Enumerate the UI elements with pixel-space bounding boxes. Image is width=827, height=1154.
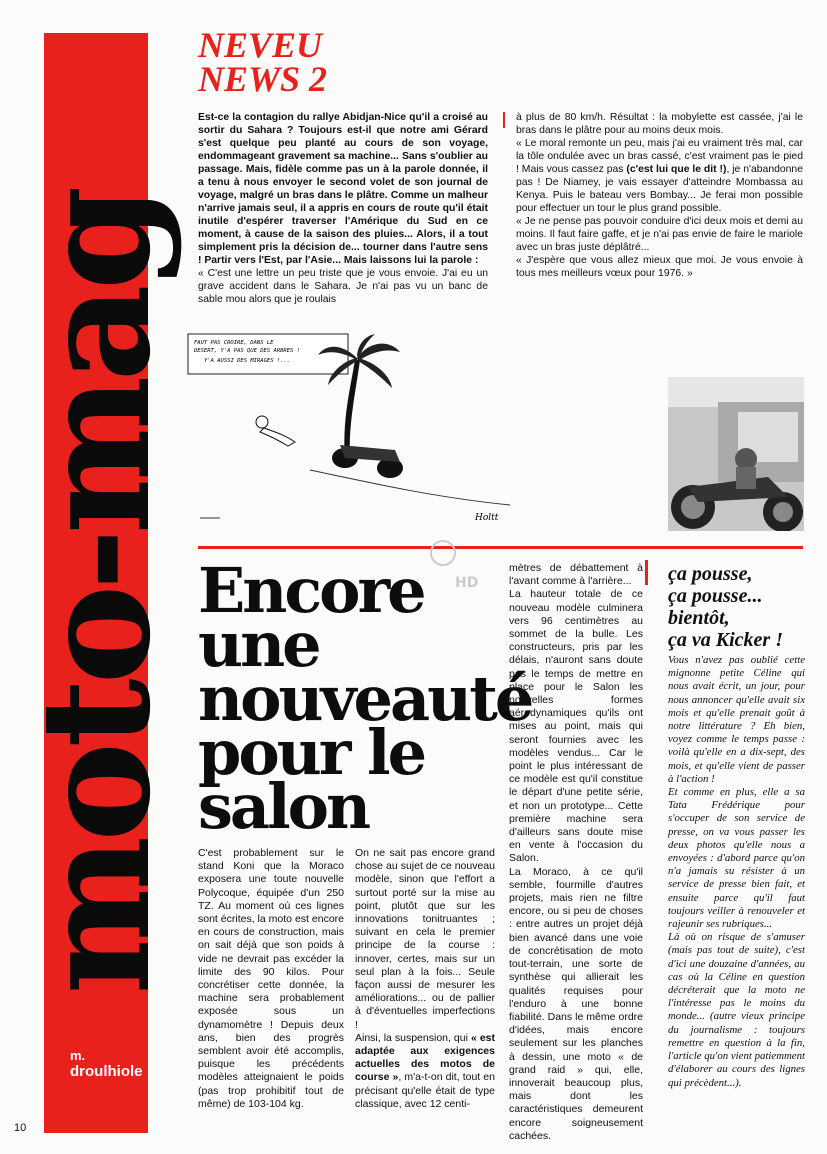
article-paragraph: Vous n'avez pas oublié cette mignonne petite Céline qui nous avait écrit, un jour, pour nous annoncer qu'elle avait six mois et qu'elle prenait goût à notre littérature ? Eh bien, voyez comme le temps passe : voilà qu'elle en a dix-sept, des mois, et qu'elle vient de passer à l'action !	[668, 654, 805, 785]
headline-line: ça pousse...	[668, 585, 763, 607]
headline-line: bientôt,	[668, 607, 730, 629]
article-paragraph: On ne sait pas encore grand chose au sujet de ce nouveau modèle, sinon que l'effort a surtout porté sur la mise au point, plutôt que sur les innovations tonitruantes ; suivant en cela le premier principe de la course : innover, certes, mais sur un seul plan à la fois... Seule façon aussi de mesurer les améliorations... ou de pallier à d'éventuelles imperfections !	[355, 847, 495, 1031]
title-line: NEVEU	[198, 25, 323, 65]
letter-paragraph: à plus de 80 km/h. Résultat : la mobylette est cassée, j'ai le bras dans le plâtre pour au moins deux mois.	[516, 112, 803, 136]
svg-text:HD: HD	[455, 575, 479, 591]
headline-line: Encore	[198, 554, 424, 627]
celine-motorcycle-photo	[668, 377, 804, 531]
cartoon-bubble-line: FAUT PAS CROIRE, DANS LE	[194, 340, 274, 346]
headline-line: une	[198, 608, 319, 681]
headline-line: ça pousse,	[668, 563, 753, 585]
letter-paragraph: « J'espère que vous allez mieux que moi. Je vous envoie à tous mes meilleurs vœux pour 1976. »	[516, 255, 803, 279]
encore-column-3	[509, 562, 643, 1143]
cartoon-signature: Holtt	[475, 513, 499, 523]
cartoon-bubble-line: DESERT, Y'A PAS QUE DES ARBRES !	[194, 348, 300, 354]
headline-line: nouveauté	[198, 662, 532, 735]
headline-line: salon	[198, 770, 369, 843]
neveu-news-title	[198, 25, 498, 99]
article-paragraph: Ainsi, la suspension, qui « est adaptée aux exigences actuelles des motos de course », m'a-t-on dit, tout en précisant qu'elle était de type classique, avec 12 centi-	[355, 1031, 495, 1110]
section-divider	[198, 546, 803, 549]
desert-cartoon-illustration	[180, 330, 545, 545]
neveu-intro-column	[198, 111, 488, 306]
letter-start: « C'est une lettre un peu triste que je vous envoie. J'ai eu un grave accident dans le Sahara. Je n'ai pas vu un banc de sable mou alors que je roulais	[198, 268, 488, 305]
article-paragraph: La hauteur totale de ce nouveau modèle culminera vers 96 centimètres au sommet de la bulle. Les constructeurs, pris par les délais, n'auront sans doute pas le temps de mettre en place pour le Salon les nouvelles formes aérodynamiques qu'ils ont mises au point, mais qui seront fournies avec les modèles vendus... Car le point le plus intéressant de ce modèle est qu'il constitue le départ d'une petite série, et non un prototype... Cette première machine sera d'ailleurs sans doute mise en vente à l'occasion du Salon.	[509, 588, 643, 865]
encore-headline	[198, 554, 532, 843]
title-line: NEWS 2	[198, 59, 328, 99]
headline-line: pour le	[198, 716, 425, 789]
article-paragraph: mètres de débattement à l'avant comme à l'arrière...	[509, 562, 643, 588]
encore-column-1	[198, 847, 344, 1111]
author-credit	[70, 1048, 150, 1080]
page-number: 10	[14, 1122, 27, 1134]
banner-logo-text: moto-mag	[8, 191, 184, 995]
kicker-column	[668, 654, 805, 1090]
headline-line: ça va Kicker !	[668, 629, 783, 651]
article-paragraph: Et comme en plus, elle a sa Tata Frédérique pour s'occuper de son service de presse, on va vous passer les deux photos qu'elle nous a envoyées : d'abord parce qu'on n'a jamais su résister à un service de presse bien fait, et ensuite parce qu'il faut toujours veiller à renouveler et rajeunir ses rubriques...	[668, 786, 805, 931]
encore-column-2	[355, 847, 495, 1111]
column-divider	[645, 560, 648, 585]
kicker-headline	[668, 563, 818, 651]
letter-paragraph: « Je ne pense pas pouvoir conduire d'ici deux mois et demi au moins. Il faut faire gaffe, et je n'ai pas envie de faire le mariole avec un bras juste déplâtré...	[516, 216, 803, 253]
article-paragraph: C'est probablement sur le stand Koni que la Moraco exposera une toute nouvelle Polycoque, équipée d'un 250 TZ. Au moment où ces lignes sont écrites, la moto est encore en cours de construction, mais on sait déjà que son poids à vide ne devrait pas excéder la limite des 90 kilos. Pour concrétiser cette donnée, la machine sera probablement exposée sous un dynamomètre ! Depuis deux ans, bien des progrès semblent avoir été accomplis, puisque les précédents modèles atteignaient le poids (pas trop prohibitif tout de même) de 103-104 kg.	[198, 847, 344, 1110]
column-divider	[503, 112, 505, 128]
cartoon-bubble-line: Y'A AUSSI DES MIRAGES !...	[204, 358, 291, 364]
intro-paragraph: Est-ce la contagion du rallye Abidjan-Nice qu'il a croisé au sortir du Sahara ? Toujours est-il que notre ami Gérard s'est quelque peu planté au cours de son voyage, endommageant gravement sa machine... Sans s'oublier au passage. Mais, fidèle comme pas un à la parole donnée, il a tenu à nous envoyer le second volet de son journal de voyage, malgré un bras dans le plâtre. Comme un malheur n'arrive jamais seul, il a appris en cours de route qu'il était inutile d'espérer traverser l'Amérique du Sud en ce moment, à cause de la saison des pluies... Alors, il a tout simplement pris la décision de... tourner dans l'autre sens ! Partir vers l'Est, par l'Asie... Mais laissons lui la parole :	[198, 112, 488, 266]
article-paragraph: Là où on risque de s'amuser (mais pas tout de suite), c'est d'ici une douzaine d'années, au cas où la Céline en question décréterait que la moto ne l'intéresse pas le moins du monde... (autre vieux principe du journalisme : toujours remettre en question à la fin, l'article qu'on vient patiemment d'élaborer au cours des lignes qui précèdent...).	[668, 931, 805, 1089]
article-paragraph: La Moraco, à ce qu'il semble, fourmille d'autres projets, mais rien ne filtre encore, ou si peu de choses : entre autres un projet déjà bien avancé dans une voie de concrétisation de moto tout-terrain, une sorte de synthèse qui allierait les qualités requises pour l'enduro à une bonne fiabilité. Dans le même ordre d'idées, mais encore seulement sur les planches à dessin, une moto « de grand raid » qui, elle, innoverait beaucoup plus, mais dont les caractéristiques demeurent encore soigneusement cachées.	[509, 865, 643, 1142]
letter-paragraph: « Le moral remonte un peu, mais j'ai eu vraiment très mal, car la tôle ondulée avec un bras cassé, c'est vraiment pas le pied ! Mais vous cassez pas (c'est lui que le dit !), je n'abandonne pas ! De Niamey, je vais essayer d'atteindre Mombassa au Kenya. Puis le bateau vers Bombay... Je ferai mon possible pour effectuer un tour le plus grand possible.	[516, 138, 803, 214]
author-initial: m.	[70, 1048, 86, 1063]
author-name: droulhiole	[70, 1063, 143, 1080]
neveu-letter-column	[516, 111, 803, 280]
